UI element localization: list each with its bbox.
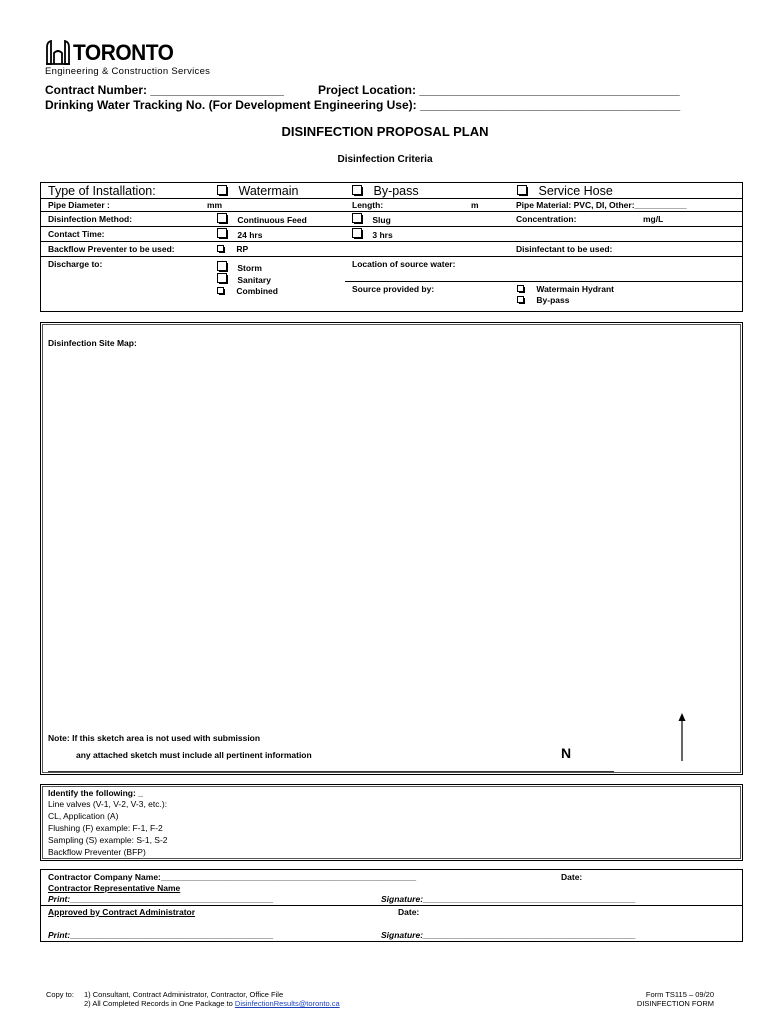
form-title: DISINFECTION PROPOSAL PLAN <box>281 124 489 139</box>
watermain-hydrant-checkbox[interactable] <box>517 285 524 292</box>
footer-line-1: 1) Consultant, Contract Administrator, Contractor, Office File <box>84 990 284 999</box>
department-name: Engineering & Construction Services <box>45 66 211 77</box>
disinfection-method-label: Disinfection Method: <box>48 214 133 224</box>
identify-item: Backflow Preventer (BFP) <box>48 847 146 857</box>
slug-checkbox[interactable] <box>352 213 362 223</box>
backflow-preventer-label: Backflow Preventer to be used: <box>48 244 175 254</box>
bypass-source-checkbox[interactable] <box>517 296 524 303</box>
email-link[interactable]: DisinfectionResults@toronto.ca <box>234 999 340 1008</box>
combined-checkbox[interactable] <box>217 287 224 294</box>
date-label-2: Date: <box>398 907 420 917</box>
note-line-1: Note: If this sketch area is not used with submission <box>48 733 261 743</box>
signature-field-1[interactable]: Signature:_____________________________________________ <box>381 894 636 904</box>
combined-option[interactable]: Combined <box>217 286 278 296</box>
service-hose-checkbox[interactable] <box>517 185 527 195</box>
contact-time-label: Contact Time: <box>48 229 105 239</box>
sanitary-option[interactable]: Sanitary <box>217 273 271 285</box>
rp-checkbox[interactable] <box>217 245 224 252</box>
north-arrow-icon <box>676 713 688 763</box>
criteria-subtitle: Disinfection Criteria <box>337 154 433 165</box>
3-hrs-option[interactable]: 3 hrs <box>352 228 393 240</box>
mgl-unit: mg/L <box>643 214 664 224</box>
bypass-option[interactable]: By-pass <box>352 184 419 198</box>
rp-option[interactable]: RP <box>217 244 248 254</box>
watermain-checkbox[interactable] <box>217 185 227 195</box>
pipe-material-field[interactable]: Pipe Material: PVC, DI, Other:___________ <box>516 200 687 210</box>
24-hrs-checkbox[interactable] <box>217 228 227 238</box>
signature-field-2[interactable]: Signature:_____________________________________________ <box>381 930 636 940</box>
note-line-2: any attached sketch must include all pertinent information <box>76 750 312 760</box>
24-hrs-option[interactable]: 24 hrs <box>217 228 262 240</box>
watermain-hydrant-option[interactable]: Watermain Hydrant <box>517 284 614 294</box>
pipe-diameter-label: Pipe Diameter : <box>48 200 110 210</box>
approved-by-label: Approved by Contract Administrator <box>48 907 196 917</box>
identify-item: Sampling (S) example: S-1, S-2 <box>48 835 168 845</box>
sanitary-checkbox[interactable] <box>217 273 227 283</box>
discharge-to-label: Discharge to: <box>48 259 103 269</box>
identify-item: Line valves (V-1, V-2, V-3, etc.): <box>48 799 168 809</box>
identify-item: Flushing (F) example: F-1, F-2 <box>48 823 163 833</box>
print-field-1[interactable]: Print:___________________________________________ <box>48 894 274 904</box>
logo-wordmark: TORONTO <box>73 40 174 65</box>
contract-number-field[interactable]: Contract Number: ____________________ <box>45 83 284 97</box>
slug-option[interactable]: Slug <box>352 213 391 225</box>
type-of-installation-label: Type of Installation: <box>48 184 156 198</box>
3-hrs-checkbox[interactable] <box>352 228 362 238</box>
storm-checkbox[interactable] <box>217 261 227 271</box>
source-location-label: Location of source water: <box>352 259 456 269</box>
identify-item: CL, Application (A) <box>48 811 119 821</box>
contractor-representative-label: Contractor Representative Name <box>48 883 181 893</box>
disinfectant-label: Disinfectant to be used: <box>516 244 613 254</box>
mm-unit: mm <box>207 200 223 210</box>
continuous-feed-checkbox[interactable] <box>217 213 227 223</box>
print-field-2[interactable]: Print:___________________________________________ <box>48 930 274 940</box>
length-label: Length: <box>352 200 384 210</box>
tracking-number-field[interactable]: Drinking Water Tracking No. (For Development Engineering Use): _______________________________________ <box>45 98 681 112</box>
contractor-company-field[interactable]: Contractor Company Name:______________________________________________________ <box>48 872 417 882</box>
service-hose-option[interactable]: Service Hose <box>517 184 613 198</box>
storm-option[interactable]: Storm <box>217 261 262 273</box>
footer-copy-to: Copy to: <box>46 990 74 999</box>
footer-line-2: 2) All Completed Records in One Package to DisinfectionResults@toronto.ca <box>84 999 340 1008</box>
date-label-1: Date: <box>561 872 583 882</box>
watermain-option[interactable]: Watermain <box>217 184 298 198</box>
concentration-label: Concentration: <box>516 214 577 224</box>
project-location-field[interactable]: Project Location: _______________________________________ <box>318 83 680 97</box>
city-hall-icon <box>45 39 71 65</box>
form-number: Form TS115 – 09/20 <box>645 990 714 999</box>
site-map-label: Disinfection Site Map: <box>48 338 137 348</box>
identify-heading: Identify the following: _ <box>48 788 143 798</box>
m-unit: m <box>471 200 479 210</box>
bypass-source-option[interactable]: By-pass <box>517 295 569 305</box>
source-provided-label: Source provided by: <box>352 284 435 294</box>
form-name: DISINFECTION FORM <box>636 999 714 1008</box>
bypass-checkbox[interactable] <box>352 185 362 195</box>
continuous-feed-option[interactable]: Continuous Feed <box>217 213 307 225</box>
north-label: N <box>561 745 572 761</box>
